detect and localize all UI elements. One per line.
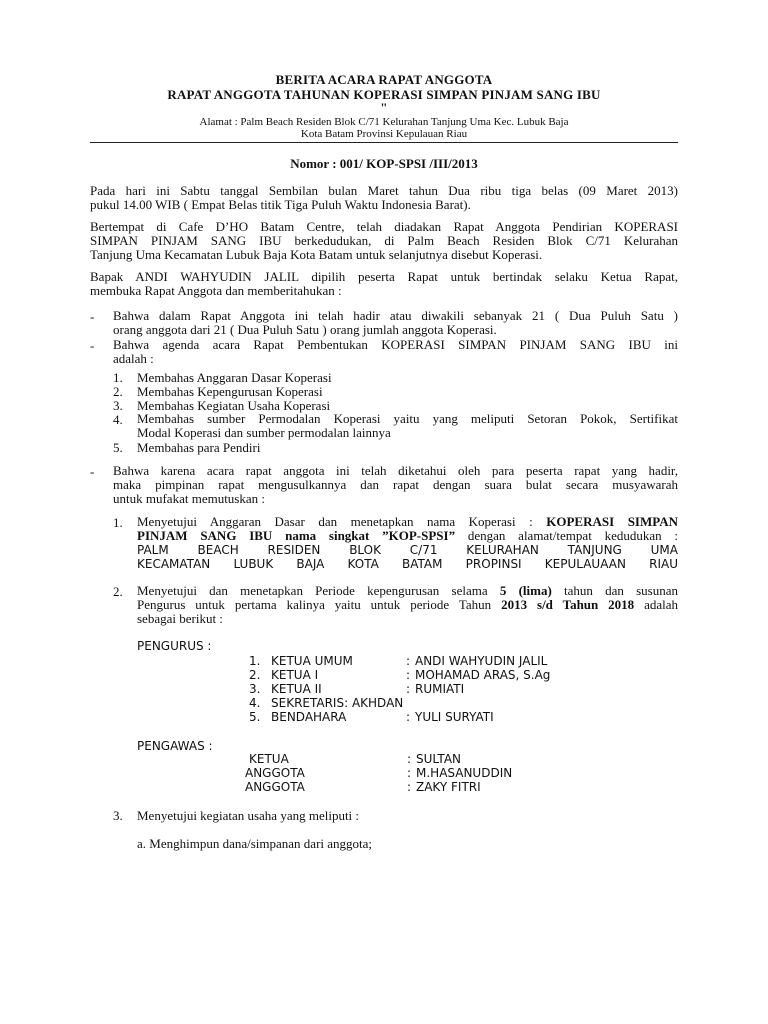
- decision-activities: Menyetujui kegiatan usaha yang meliputi :: [137, 808, 360, 823]
- decision-number: 3.: [113, 808, 123, 823]
- decision-number: 2.: [113, 584, 123, 599]
- paragraph-line: Bapak ANDI WAHYUDIN JALIL dipilih peserta Rapat untuk bertindak selaku Ketua Rapat,: [90, 269, 678, 284]
- pengurus-name: RUMIATI: [415, 682, 465, 696]
- pengurus-number: 3.: [249, 682, 261, 696]
- paragraph-line: Bertempat di Cafe D’HO Batam Centre, telah diadakan Rapat Anggota Pendirian KOPERASI: [90, 219, 678, 234]
- pengurus-role: SEKRETARIS: AKHDAN: [271, 696, 404, 710]
- paragraph-line: untuk mufakat memutuskan :: [113, 491, 266, 506]
- header-divider: [90, 142, 678, 143]
- paragraph-chairman: [90, 270, 678, 298]
- pengurus-colon: :: [406, 654, 411, 668]
- pengawas-role: ANGGOTA: [245, 780, 305, 794]
- bullet-decision: [113, 464, 678, 506]
- agenda-number: 1.: [113, 370, 123, 385]
- pengurus-colon: :: [406, 668, 411, 682]
- pengurus-role: KETUA II: [271, 682, 322, 696]
- address-line-2: Kota Batam Provinsi Kepulauan Riau: [300, 128, 468, 140]
- paragraph-location: [90, 220, 678, 262]
- coop-shortname-bold: PINJAM SANG IBU nama singkat ”KOP-SPSI”: [137, 528, 456, 543]
- text-run: adalah: [634, 597, 679, 612]
- bullet-dash: -: [90, 338, 95, 353]
- pengurus-number: 4.: [249, 696, 261, 710]
- activity-item-a: a. Menghimpun dana/simpanan dari anggota;: [137, 836, 373, 851]
- pengurus-number: 1.: [249, 654, 261, 668]
- pengawas-role: KETUA: [249, 752, 289, 766]
- title-quote-mark: ": [380, 100, 388, 115]
- bullet-dash: -: [90, 309, 95, 324]
- pengurus-colon: :: [406, 710, 411, 724]
- period-bold: 5 (lima): [499, 583, 552, 598]
- pengurus-number: 2.: [249, 668, 261, 682]
- agenda-item: [137, 412, 678, 440]
- period-years-bold: 2013 s/d Tahun 2018: [501, 597, 635, 612]
- text-run: Menyetujui Anggaran Dasar dan menetapkan nama Koperasi :: [137, 514, 547, 529]
- paragraph-line: SIMPAN PINJAM SANG IBU berkedudukan, di Palm Beach Residen Blok C/71 Kelurahan: [90, 233, 678, 248]
- paragraph-date: [90, 184, 678, 212]
- agenda-number: 5.: [113, 440, 123, 455]
- coop-name-bold: KOPERASI SIMPAN: [546, 514, 679, 529]
- paragraph-line: adalah :: [113, 351, 154, 366]
- paragraph-line: Bahwa agenda acara Rapat Pembentukan KOPERASI SIMPAN PINJAM SANG IBU ini: [113, 337, 678, 352]
- agenda-number: 4.: [113, 412, 123, 427]
- pengawas-heading: PENGAWAS :: [137, 739, 213, 753]
- text-run: dengan alamat/tempat kedudukan :: [455, 528, 678, 543]
- agenda-item: Membahas Kegiatan Usaha Koperasi: [137, 398, 331, 413]
- paragraph-line: Bahwa dalam Rapat Anggota ini telah hadir atau diwakili sebanyak 21 ( Dua Puluh Satu ): [113, 308, 678, 323]
- paragraph-line: [137, 598, 678, 612]
- address-line: PALM BEACH RESIDEN BLOK C/71 KELURAHAN TANJUNG UMA: [137, 543, 678, 557]
- text-run: Menyetujui dan menetapkan Periode kepengurusan selama: [137, 583, 500, 598]
- pengurus-name: MOHAMAD ARAS, S.Ag: [415, 668, 551, 682]
- bullet-agenda: [113, 338, 678, 366]
- address-line: KECAMATAN LUBUK BAJA KOTA BATAM PROPINSI KEPULAUAAN RIAU: [137, 557, 678, 571]
- agenda-item: Membahas para Pendiri: [137, 440, 261, 455]
- bullet-attendance: [113, 309, 678, 337]
- document-subtitle: RAPAT ANGGOTA TAHUNAN KOPERASI SIMPAN PINJAM SANG IBU: [167, 87, 601, 102]
- paragraph-line: [137, 584, 678, 598]
- address-line-1: Alamat : Palm Beach Residen Blok C/71 Kelurahan Tanjung Uma Kec. Lubuk Baja: [199, 116, 569, 128]
- agenda-number: 2.: [113, 384, 123, 399]
- pengurus-name: ANDI WAHYUDIN JALIL: [415, 654, 548, 668]
- pengawas-name: M.HASANUDDIN: [416, 766, 513, 780]
- pengurus-number: 5.: [249, 710, 261, 724]
- text-run: tahun dan susunan: [551, 583, 678, 598]
- agenda-item: Membahas Anggaran Dasar Koperasi: [137, 370, 332, 385]
- paragraph-line: maka pimpinan rapat mengusulkannya dan rapat dengan suara bulat secara musyawarah: [113, 477, 678, 492]
- paragraph-line: Modal Koperasi dan sumber permodalan lainnya: [137, 425, 391, 440]
- document-number: Nomor : 001/ KOP-SPSI /III/2013: [290, 156, 478, 171]
- pengurus-name: YULI SURYATI: [415, 710, 494, 724]
- paragraph-line: orang anggota dari 21 ( Dua Puluh Satu ) orang jumlah anggota Koperasi.: [113, 322, 497, 337]
- paragraph-line: Membahas sumber Permodalan Koperasi yaitu yang meliputi Setoran Pokok, Sertifikat: [137, 411, 678, 426]
- pengawas-colon: :: [407, 780, 412, 794]
- paragraph-line: [137, 529, 678, 543]
- pengurus-role: BENDAHARA: [271, 710, 347, 724]
- bullet-dash: -: [90, 464, 95, 479]
- text-run: Pengurus untuk pertama kalinya yaitu untuk periode Tahun: [137, 597, 502, 612]
- decision-period: [137, 584, 678, 626]
- document-title: BERITA ACARA RAPAT ANGGOTA: [275, 72, 493, 87]
- pengawas-name: ZAKY FITRI: [416, 780, 481, 794]
- pengawas-colon: :: [407, 766, 412, 780]
- paragraph-line: pukul 14.00 WIB ( Empat Belas titik Tiga Puluh Waktu Indonesia Barat).: [90, 197, 471, 212]
- pengurus-colon: :: [406, 682, 411, 696]
- paragraph-line: [137, 515, 678, 529]
- pengawas-role: ANGGOTA: [245, 766, 305, 780]
- pengurus-heading: PENGURUS :: [137, 639, 212, 653]
- paragraph-line: membuka Rapat Anggota dan memberitahukan :: [90, 283, 342, 298]
- paragraph-line: Tanjung Uma Kecamatan Lubuk Baja Kota Batam untuk selanjutnya disebut Koperasi.: [90, 247, 543, 262]
- pengawas-name: SULTAN: [416, 752, 462, 766]
- pengurus-role: KETUA UMUM: [271, 654, 353, 668]
- pengawas-colon: :: [407, 752, 412, 766]
- decision-articles: [137, 515, 678, 571]
- pengurus-role: KETUA I: [271, 668, 319, 682]
- paragraph-line: Bahwa karena acara rapat anggota ini telah diketahui oleh para peserta rapat yang hadir,: [113, 463, 678, 478]
- paragraph-line: sebagai berikut :: [137, 611, 223, 626]
- decision-number: 1.: [113, 515, 123, 530]
- agenda-item: Membahas Kepengurusan Koperasi: [137, 384, 323, 399]
- agenda-number: 3.: [113, 398, 123, 413]
- paragraph-line: Pada hari ini Sabtu tanggal Sembilan bulan Maret tahun Dua ribu tiga belas (09 Maret 2013): [90, 183, 678, 198]
